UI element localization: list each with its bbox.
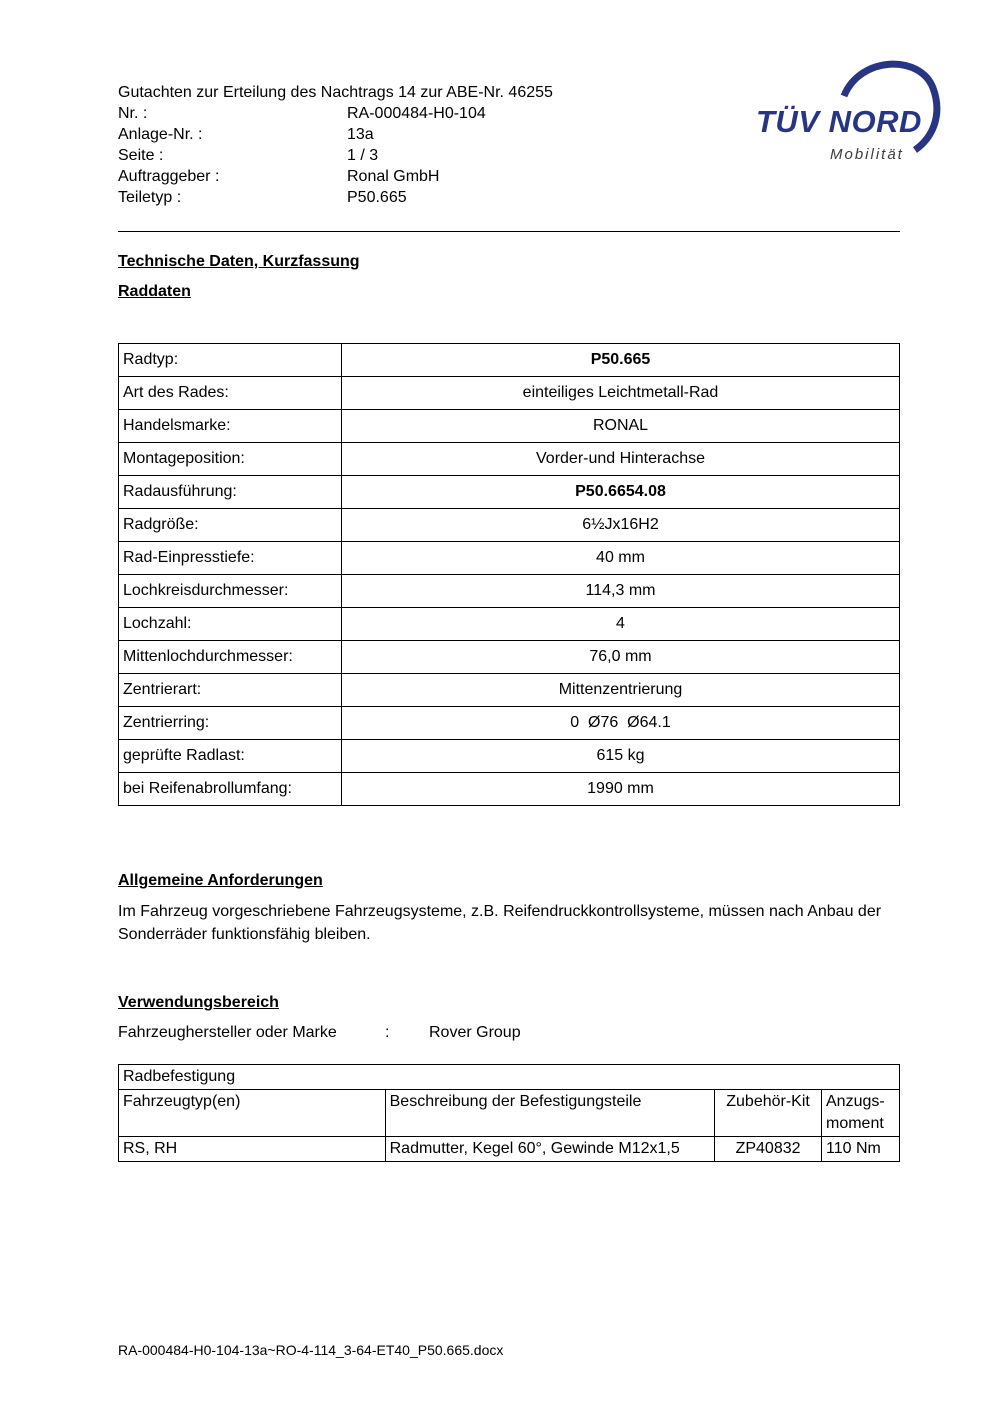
- table-row: [119, 509, 900, 542]
- wheel-spec-value: RONAL: [342, 410, 900, 443]
- fastening-table: [118, 1064, 900, 1162]
- section-heading-verwendungsbereich: Verwendungsbereich: [118, 994, 279, 1011]
- fastening-header-type: Fahrzeugtyp(en): [119, 1090, 386, 1137]
- table-row: [119, 608, 900, 641]
- header-field-value: RA-000484-H0-104: [347, 105, 486, 122]
- table-row: [119, 740, 900, 773]
- wheel-spec-label: Lochzahl:: [119, 608, 342, 641]
- wheel-spec-label: Radtyp:: [119, 344, 342, 377]
- table-row: [119, 1065, 900, 1090]
- wheel-spec-label: Montageposition:: [119, 443, 342, 476]
- fastening-header-description: Beschreibung der Befestigungsteile: [385, 1090, 714, 1137]
- table-row: [119, 707, 900, 740]
- manufacturer-colon: :: [385, 1024, 390, 1041]
- table-row: [119, 410, 900, 443]
- wheel-spec-label: Lochkreisdurchmesser:: [119, 575, 342, 608]
- allgemeine-anforderungen-text: Im Fahrzeug vorgeschriebene Fahrzeugsysteme, z.B. Reifendruckkontrollsysteme, müssen nach Anbau der Sonderräder funktionsfähig bleiben.: [118, 903, 882, 943]
- manufacturer-value: Rover Group: [429, 1024, 521, 1041]
- table-row: [119, 575, 900, 608]
- wheel-spec-value: Mittenzentrierung: [342, 674, 900, 707]
- wheel-spec-label: Zentrierring:: [119, 707, 342, 740]
- wheel-spec-value: 40 mm: [342, 542, 900, 575]
- tuev-nord-logo: [752, 52, 947, 177]
- wheel-spec-value: 4: [342, 608, 900, 641]
- table-row: [119, 773, 900, 806]
- header-field-label: Seite :: [118, 147, 164, 164]
- header-field-label: Anlage-Nr. :: [118, 126, 203, 143]
- table-row: [119, 443, 900, 476]
- table-row: [119, 1090, 900, 1137]
- fastening-header-kit: Zubehör-Kit: [715, 1090, 822, 1137]
- section-heading-technische-daten: Technische Daten, Kurzfassung: [118, 253, 360, 270]
- table-row: [119, 641, 900, 674]
- fastening-cell-type: RS, RH: [119, 1137, 386, 1162]
- section-heading-raddaten: Raddaten: [118, 283, 191, 300]
- section-heading-allgemeine-anforderungen: Allgemeine Anforderungen: [118, 872, 323, 889]
- logo-wordmark: TÜV NORD: [756, 104, 922, 139]
- table-row: [119, 476, 900, 509]
- wheel-spec-label: Art des Rades:: [119, 377, 342, 410]
- wheel-spec-label: Mittenlochdurchmesser:: [119, 641, 342, 674]
- wheel-spec-value: 1990 mm: [342, 773, 900, 806]
- wheel-spec-value: 76,0 mm: [342, 641, 900, 674]
- wheel-spec-label: Radgröße:: [119, 509, 342, 542]
- wheel-spec-value: Vorder-und Hinterachse: [342, 443, 900, 476]
- wheel-spec-label: Radausführung:: [119, 476, 342, 509]
- footer-filename: RA-000484-H0-104-13a~RO-4-114_3-64-ET40_P50.665.docx: [118, 1342, 504, 1358]
- wheel-spec-value: 615 kg: [342, 740, 900, 773]
- wheel-spec-value: 114,3 mm: [342, 575, 900, 608]
- table-row: [119, 344, 900, 377]
- header-field-label: Nr. :: [118, 105, 148, 122]
- logo-subtitle: Mobilität: [830, 146, 904, 163]
- header-field-value: Ronal GmbH: [347, 168, 440, 185]
- wheel-spec-label: geprüfte Radlast:: [119, 740, 342, 773]
- table-row: [119, 377, 900, 410]
- manufacturer-line: [118, 1024, 900, 1042]
- header-field-value: 13a: [347, 126, 374, 143]
- wheel-spec-value: einteiliges Leichtmetall-Rad: [342, 377, 900, 410]
- document-title: Gutachten zur Erteilung des Nachtrags 14 zur ABE-Nr. 46255: [118, 84, 553, 101]
- header-field-label: Teiletyp :: [118, 189, 182, 206]
- wheel-spec-value: 0 Ø76 Ø64.1: [342, 707, 900, 740]
- wheel-spec-label: Zentrierart:: [119, 674, 342, 707]
- table-row: [119, 674, 900, 707]
- fastening-cell-torque: 110 Nm: [822, 1137, 900, 1162]
- fastening-cell-description: Radmutter, Kegel 60°, Gewinde M12x1,5: [385, 1137, 714, 1162]
- wheel-spec-label: Handelsmarke:: [119, 410, 342, 443]
- wheel-spec-value: 6½Jx16H2: [342, 509, 900, 542]
- header-field-row: [118, 187, 900, 208]
- fastening-cell-kit: ZP40832: [715, 1137, 822, 1162]
- wheel-spec-label: Rad-Einpresstiefe:: [119, 542, 342, 575]
- manufacturer-label: Fahrzeughersteller oder Marke: [118, 1024, 337, 1041]
- table-row: [119, 1137, 900, 1162]
- header-field-label: Auftraggeber :: [118, 168, 220, 185]
- wheel-data-table: [118, 343, 900, 806]
- header-field-value: P50.665: [347, 189, 407, 206]
- table-row: [119, 542, 900, 575]
- wheel-spec-value: P50.665: [342, 344, 900, 377]
- wheel-spec-label: bei Reifenabrollumfang:: [119, 773, 342, 806]
- wheel-spec-value: P50.6654.08: [342, 476, 900, 509]
- fastening-table-title: Radbefestigung: [119, 1065, 900, 1090]
- header-divider: [118, 231, 900, 232]
- header-field-value: 1 / 3: [347, 147, 379, 164]
- fastening-header-torque: Anzugs-moment: [822, 1090, 900, 1137]
